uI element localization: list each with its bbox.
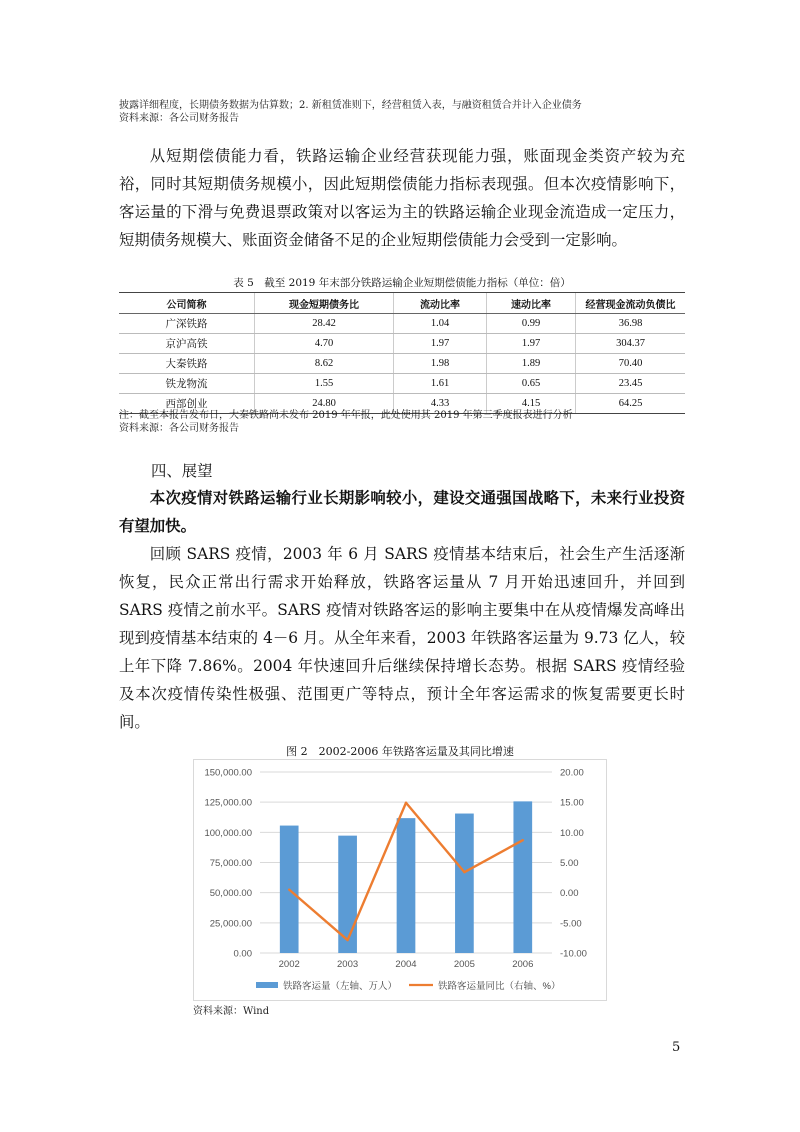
table-cell: 西部创业 (119, 394, 255, 414)
x-tick-label: 2005 (453, 959, 475, 970)
x-tick-label: 2002 (278, 959, 300, 970)
table-cell: 64.25 (576, 394, 686, 414)
legend-bar-swatch (256, 982, 278, 988)
table-cell: 1.55 (255, 374, 394, 394)
table-cell: 4.33 (394, 394, 487, 414)
table-cell: 京沪高铁 (119, 334, 255, 354)
table-header: 流动比率 (394, 293, 487, 314)
paragraph-short-term-solvency (119, 142, 685, 254)
page-number: 5 (672, 1040, 681, 1055)
table-header-row (119, 293, 685, 314)
table-cell: 1.97 (394, 334, 487, 354)
table-cell: 1.97 (487, 334, 576, 354)
table-cell: 36.98 (576, 314, 686, 334)
table-cell: 0.99 (487, 314, 576, 334)
right-axis-tick-label: -5.00 (560, 918, 582, 930)
right-axis-tick-label: -10.00 (560, 948, 587, 960)
table-header: 经营现金流动负债比 (576, 293, 686, 314)
table-cell: 0.65 (487, 374, 576, 394)
table-caption: 表 5 截至 2019 年末部分铁路运输企业短期偿债能力指标（单位：倍） (233, 277, 571, 289)
right-axis-tick-label: 0.00 (560, 888, 579, 900)
solvency-table (119, 292, 685, 414)
table-cell: 28.42 (255, 314, 394, 334)
yoy-growth-point-2004 (405, 802, 407, 804)
table-cell: 4.15 (487, 394, 576, 414)
table-header: 现金短期债务比 (255, 293, 394, 314)
table-note: 注：截至本报告发布日，大秦铁路尚未发布 2019 年年报，此处使用其 2019 年第三季度报表进行分析 (119, 410, 573, 421)
left-axis-tick-label: 25,000.00 (209, 918, 252, 930)
section-heading: 四、展望 (151, 462, 213, 480)
table-header: 速动比率 (487, 293, 576, 314)
yoy-growth-point-2003 (346, 939, 348, 941)
right-axis-tick-label: 20.00 (560, 767, 584, 779)
bar-2005 (455, 814, 474, 953)
x-tick-label: 2004 (395, 959, 417, 970)
outlook-statement (119, 484, 685, 540)
yoy-growth-point-2005 (463, 871, 465, 873)
legend-bar-label: 铁路客运量（左轴、万人） (283, 981, 398, 992)
table-row (119, 374, 685, 394)
left-axis-tick-label: 125,000.00 (204, 797, 252, 809)
table-cell: 大秦铁路 (119, 354, 255, 374)
left-axis-tick-label: 75,000.00 (209, 858, 252, 869)
x-tick-label: 2006 (512, 959, 534, 970)
outlook-text: 本次疫情对铁路运输行业长期影响较小，建设交通强国战略下，未来行业投资有望加快。 (119, 489, 685, 535)
x-tick-label: 2003 (337, 959, 359, 970)
chart-title: 图 2 2002-2006 年铁路客运量及其同比增速 (286, 745, 514, 758)
bar-2004 (397, 818, 416, 953)
table-row (119, 334, 685, 354)
paragraph-text: 回顾 SARS 疫情，2003 年 6 月 SARS 疫情基本结束后，社会生产生活逐渐恢复，民众正常出行需求开始释放，铁路客运量从 7 月开始迅速回升，并回到 SARS 疫情之前水平。SARS 疫情对铁路客运的影响主要集中在从疫情爆发高峰出现到疫情基本结束的 4－6 月。从全年来看，2003 年铁路客运量为 9.73 亿人，较上年下降 7.86%。2004 年快速回升后继续保持增长态势。根据 SARS 疫情经验及本次疫情传染性极强、范围更广等特点，预计全年客运需求的恢复需要更长时间。 (119, 545, 685, 731)
table-cell: 304.37 (576, 334, 686, 354)
table-row (119, 314, 685, 334)
left-axis-tick-label: 50,000.00 (209, 888, 252, 900)
left-axis-tick-label: 0.00 (233, 948, 252, 960)
right-axis-tick-label: 15.00 (560, 797, 584, 809)
top-note-2: 资料来源：各公司财务报告 (119, 113, 239, 124)
bar-2006 (513, 801, 532, 953)
table-cell: 23.45 (576, 374, 686, 394)
right-axis-tick-label: 5.00 (560, 858, 579, 869)
legend-line-label: 铁路客运量同比（右轴、%） (438, 981, 561, 992)
chart-source: 资料来源：Wind (193, 1006, 270, 1017)
right-axis-tick-label: 10.00 (560, 827, 584, 839)
table-cell: 70.40 (576, 354, 686, 374)
left-axis-tick-label: 100,000.00 (204, 827, 252, 839)
passenger-volume-chart (194, 760, 606, 1000)
table-cell: 1.04 (394, 314, 487, 334)
paragraph-text: 从短期偿债能力看，铁路运输企业经营获现能力强，账面现金类资产较为充裕，同时其短期债务规模小，因此短期偿债能力指标表现强。但本次疫情影响下，客运量的下滑与免费退票政策对以客运为主的铁路运输企业现金流造成一定压力，短期债务规模大、账面资金储备不足的企业短期偿债能力会受到一定影响。 (119, 147, 685, 249)
table-cell: 4.70 (255, 334, 394, 354)
table-header: 公司简称 (119, 293, 255, 314)
table-cell: 铁龙物流 (119, 374, 255, 394)
paragraph-sars-review (119, 540, 685, 736)
left-axis-tick-label: 150,000.00 (204, 767, 252, 779)
table-cell: 24.80 (255, 394, 394, 414)
top-note-1: 披露详细程度，长期债务数据为估算数；2. 新租赁准则下，经营租赁入表，与融资租赁合并计入企业债务 (119, 100, 582, 111)
table-cell: 1.98 (394, 354, 487, 374)
table-source: 资料来源：各公司财务报告 (119, 423, 239, 434)
table-row (119, 354, 685, 374)
table-cell: 8.62 (255, 354, 394, 374)
yoy-growth-point-2006 (522, 839, 524, 841)
table-cell: 1.61 (394, 374, 487, 394)
yoy-growth-point-2002 (288, 888, 290, 890)
table-cell: 1.89 (487, 354, 576, 374)
chart-frame (193, 759, 607, 1001)
table-cell: 广深铁路 (119, 314, 255, 334)
